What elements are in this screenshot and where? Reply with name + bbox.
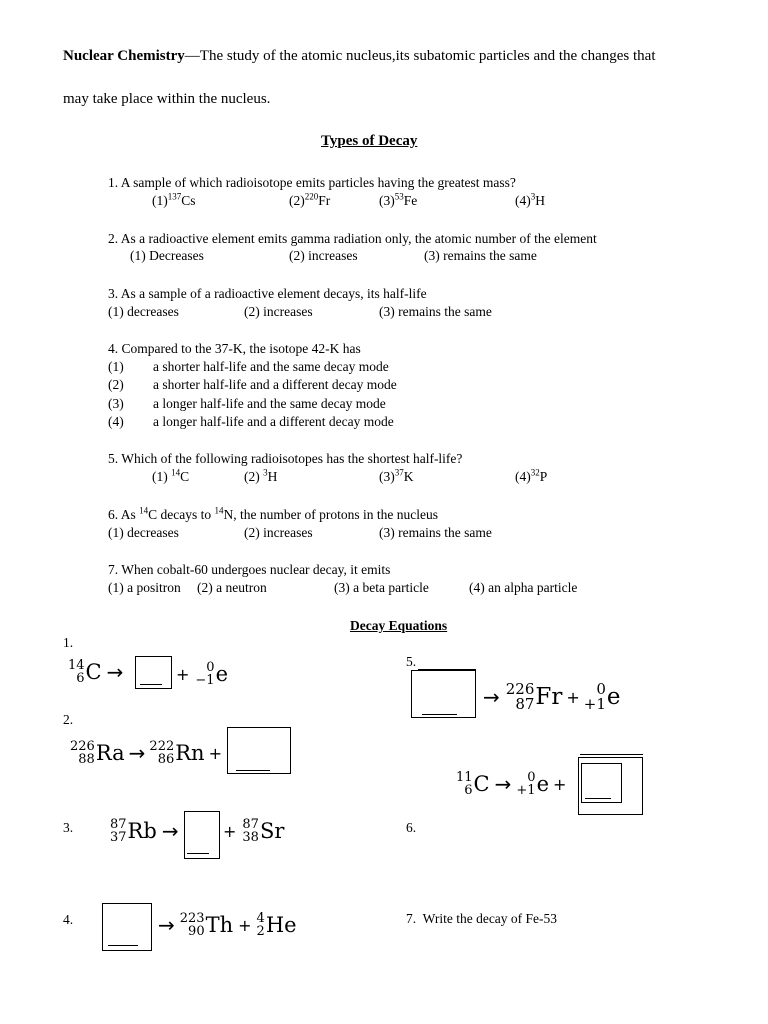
e3-answer-line xyxy=(187,853,209,854)
e2-product-symbol: Rn xyxy=(175,740,205,765)
q4-option-3-num: (3) xyxy=(108,396,124,411)
equations-heading: Decay Equations xyxy=(350,618,448,633)
q4-option-1-num: (1) xyxy=(108,359,124,374)
equation-4-number: 4. xyxy=(63,912,74,927)
e4-plus: + xyxy=(238,915,252,935)
e5b-answer-line xyxy=(585,798,611,799)
e5-answer-box[interactable] xyxy=(411,670,476,718)
e5b-arrow: → xyxy=(494,772,512,796)
e3-product-symbol: Sr xyxy=(259,818,285,843)
equation-3-number: 3. xyxy=(63,820,74,835)
intro-definition: —The study of the atomic nucleus,its subatomic particles and the changes that xyxy=(184,48,656,64)
q1-option-1: $(1)^{137}Cs$ xyxy=(152,191,196,208)
e2-answer-box[interactable] xyxy=(227,727,291,774)
e1-arrow: → xyxy=(106,660,124,684)
e4-answer-box[interactable] xyxy=(102,903,152,951)
e2-plus: + xyxy=(208,743,222,763)
question-3: 3. As a sample of a radioactive element decays, its half-life xyxy=(108,286,427,301)
question-4: 4. Compared to the 37-K, the isotope 42-K has xyxy=(108,341,361,356)
e1-reactant-symbol: C xyxy=(85,659,102,684)
equation-6-number: 6. xyxy=(406,820,417,835)
q5-option-2: (2) $^3$H xyxy=(244,467,278,484)
question-7: 7. When cobalt-60 undergoes nuclear decay, it emits xyxy=(108,562,391,577)
q7-option-2: (2) a neutron xyxy=(197,580,267,595)
q2-option-3: (3) remains the same xyxy=(424,248,537,263)
q7-option-4: (4) an alpha particle xyxy=(469,580,578,595)
q5-option-1: (1) $^{14}$C xyxy=(152,467,190,484)
q1-option-2: $(2)^{220}Fr$ xyxy=(289,191,331,208)
e1-particle-numbers: 0 −1 xyxy=(195,660,215,688)
e5-arrow: → xyxy=(483,685,500,709)
equation-1-number: 1. xyxy=(63,635,74,650)
q7-option-3: (3) a beta particle xyxy=(334,580,429,595)
question-6: 6. As $^{14}$C decays to $^{14}$N, the number of protons in the nucleus xyxy=(108,505,438,522)
q7-option-1: (1) a positron xyxy=(108,580,181,595)
e5b-plus: + xyxy=(553,774,567,794)
q6-option-2: (2) increases xyxy=(244,525,313,540)
q4-option-2-text: a shorter half-life and a different decay mode xyxy=(153,377,397,392)
equation-3: 87 37 Rb → xyxy=(110,817,179,845)
e4-arrow: → xyxy=(158,913,175,937)
e5b-particle-symbol: e xyxy=(536,771,549,796)
q1-option-3: $(3)^{53}Fe$ xyxy=(379,191,418,208)
e5-plus: + xyxy=(566,687,580,707)
e1-particle-symbol: e xyxy=(215,661,229,686)
e4-product-symbol: Th xyxy=(205,912,234,937)
e4-particle-symbol: He xyxy=(265,912,297,937)
e1-plus: + xyxy=(176,664,190,684)
e1-reactant-numbers: 14 6 xyxy=(68,658,85,686)
e5-answer-line xyxy=(422,714,457,715)
q4-option-1-text: a shorter half-life and the same decay mode xyxy=(153,359,389,374)
e2-reactant-symbol: Ra xyxy=(95,740,125,765)
question-2: 2. As a radioactive element emits gamma radiation only, the atomic number of the element xyxy=(108,231,597,246)
equation-5b: 11 6 C → 0 +1 e + xyxy=(456,770,567,798)
equation-2: 226 88 Ra → 222 86 Rn + xyxy=(70,739,222,767)
e5b-answer-box[interactable] xyxy=(581,763,622,803)
equation-7-text: Write the decay of Fe-53 xyxy=(422,911,558,926)
q2-option-1: (1) Decreases xyxy=(130,248,204,263)
e3-answer-box[interactable] xyxy=(184,811,220,859)
q6-option-1: (1) decreases xyxy=(108,525,179,540)
q4-option-4-num: (4) xyxy=(108,414,124,429)
equation-4: → 223 90 Th + 4 2 He xyxy=(158,911,297,939)
q5-option-4: $(4)^{32}P$ xyxy=(515,467,548,484)
e1-product xyxy=(176,661,228,687)
question-1: 1. A sample of which radioisotope emits particles having the greatest mass? xyxy=(108,175,516,190)
question-5: 5. Which of the following radioisotopes has the shortest half-life? xyxy=(108,451,463,466)
q4-option-3-text: a longer half-life and the same decay mode xyxy=(153,396,386,411)
equation-5: → 226 87 Fr + 0 +1 e xyxy=(483,680,621,713)
e3-plus: + xyxy=(223,821,237,841)
q4-option-4-text: a longer half-life and a different decay mode xyxy=(153,414,394,429)
q5-option-3: $(3)^{37}K$ xyxy=(379,467,414,484)
q3-option-1: (1) decreases xyxy=(108,304,179,319)
e1-answer-line xyxy=(140,684,162,685)
q2-option-2: (2) increases xyxy=(289,248,358,263)
e4-answer-line xyxy=(108,945,138,946)
q6-option-3: (3) remains the same xyxy=(379,525,492,540)
intro-line-2: may take place within the nucleus. xyxy=(63,91,271,107)
e5b-top-line xyxy=(580,754,643,755)
equation-5-number: 5. xyxy=(406,654,417,669)
equation-2-number: 2. xyxy=(63,712,74,727)
intro-line-1 xyxy=(63,48,656,65)
e2-arrow: → xyxy=(128,741,146,765)
intro-term: Nuclear Chemistry xyxy=(63,48,185,64)
q1-option-4: $(4)^3H$ xyxy=(515,191,545,208)
q4-option-2-num: (2) xyxy=(108,377,124,392)
e5-product-symbol: Fr xyxy=(535,683,563,710)
e5-particle-symbol: e xyxy=(606,683,621,710)
e5b-reactant-symbol: C xyxy=(473,771,490,796)
types-heading: Types of Decay xyxy=(321,133,418,149)
e3-reactant-symbol: Rb xyxy=(127,818,157,843)
q3-option-2: (2) increases xyxy=(244,304,313,319)
equation-7 xyxy=(406,911,557,927)
e3-product: + 87 38 Sr xyxy=(223,817,285,845)
e3-arrow: → xyxy=(161,819,179,843)
equation-7-number: 7. xyxy=(406,911,417,926)
equation-1 xyxy=(68,659,128,685)
q3-option-3: (3) remains the same xyxy=(379,304,492,319)
e2-answer-line xyxy=(236,770,270,771)
